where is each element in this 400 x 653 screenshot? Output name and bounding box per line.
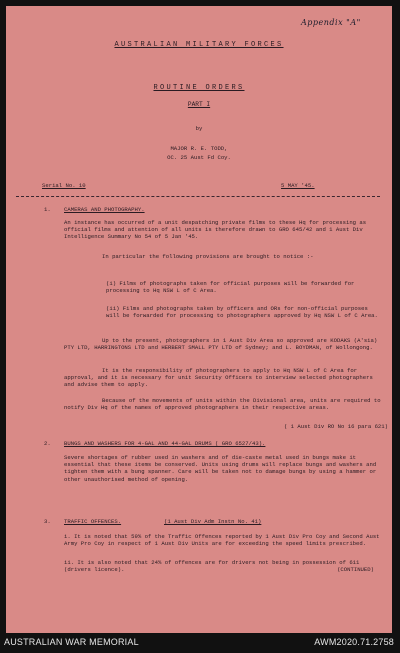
paragraph: Because of the movements of units within the Divisional area, units are required to notify Div Hq of the names of approved photographers in their respective areas. bbox=[64, 397, 381, 412]
paragraph: i. It is noted that 59% of the Traffic Offences reported by 1 Aust Div Pro Coy and Second Aust Army Pro Coy in respect of 1 Aust Div Units are for exceeding the speed limits prescribed. bbox=[64, 533, 380, 548]
section-number: 3. bbox=[44, 518, 51, 525]
author-unit: OC. 25 Aust Fd Coy. bbox=[167, 154, 231, 161]
paragraph: Up to the present, photographers in 1 Aust Div Area so approved are KODAKS (A'sia) PTY LTD, HARRINGTONS LTD and HERBERT SMALL PTY LTD of Sydney; and L. BOYDMAN, of Wollongong. bbox=[64, 337, 378, 352]
accession-number: AWM2020.71.2758 bbox=[314, 637, 394, 647]
paragraph: In particular the following provisions are brought to notice :- bbox=[102, 253, 314, 260]
paragraph: (ii) Films and photographs taken by officers and ORs for non-official purposes will be forwarded for processing to photographers approved by Hq NSW L of C Area. bbox=[106, 305, 378, 320]
author-name: MAJOR R. E. TODD, bbox=[170, 145, 228, 152]
continued-label: (CONTINUED) bbox=[337, 566, 374, 573]
paragraph: It is the responsibility of photographers to apply to Hq NSW L of C Area for approval, and it is necessary for unit Security Officers to interview selected photographers and advise them to apply. bbox=[64, 367, 373, 389]
section-heading: BUNGS AND WASHERS FOR 4-GAL AND 44-GAL DRUMS ( GRO 6527/43). bbox=[64, 440, 266, 447]
document-page bbox=[6, 6, 392, 633]
paragraph: Severe shortages of rubber used in washers and of die-caste metal used in bungs make it essential that these items be conserved. Units using drums will replace bungs and washers and tighten them with a bung spanner. Care will be taken not to damage bungs by using a hammer or other unauthorised method of opening. bbox=[64, 454, 377, 483]
routine-orders-heading: ROUTINE ORDERS bbox=[153, 84, 245, 92]
section-number: 2. bbox=[44, 440, 51, 447]
document-title: AUSTRALIAN MILITARY FORCES bbox=[114, 41, 284, 49]
section-number: 1. bbox=[44, 206, 51, 213]
archive-caption: AUSTRALIAN WAR MEMORIAL bbox=[4, 637, 139, 647]
section-heading: TRAFFIC OFFENCES. bbox=[64, 518, 122, 525]
order-date: 5 MAY '45. bbox=[281, 182, 315, 189]
section-heading: CAMERAS AND PHOTOGRAPHY. bbox=[64, 206, 145, 213]
divider bbox=[16, 196, 380, 197]
paragraph: ii. It is also noted that 24% of offences are for drivers not being in possession of 611 (drivers licence). bbox=[64, 559, 360, 574]
part-heading: PART I bbox=[187, 101, 211, 108]
serial-number: Serial No. 10 bbox=[42, 182, 86, 189]
paragraph: (i) Films of photographs taken for official purposes will be forwarded for processing to Hq NSW L of C Area. bbox=[106, 280, 355, 295]
paragraph: An instance has occurred of a unit despatching private films to these Hq for processing as official films and attention of all units is therefore drawn to GRO 645/42 and 1 Aust Div Intelligence Summary No 54 of 5 Jan '45. bbox=[64, 219, 367, 241]
section-reference: (1 Aust Div Adm Instn No. 41) bbox=[164, 518, 262, 525]
section-reference: ( 1 Aust Div RO No 16 para 621) bbox=[283, 423, 388, 430]
by-label: by bbox=[195, 125, 203, 132]
appendix-annotation: Appendix "A" bbox=[301, 18, 361, 27]
